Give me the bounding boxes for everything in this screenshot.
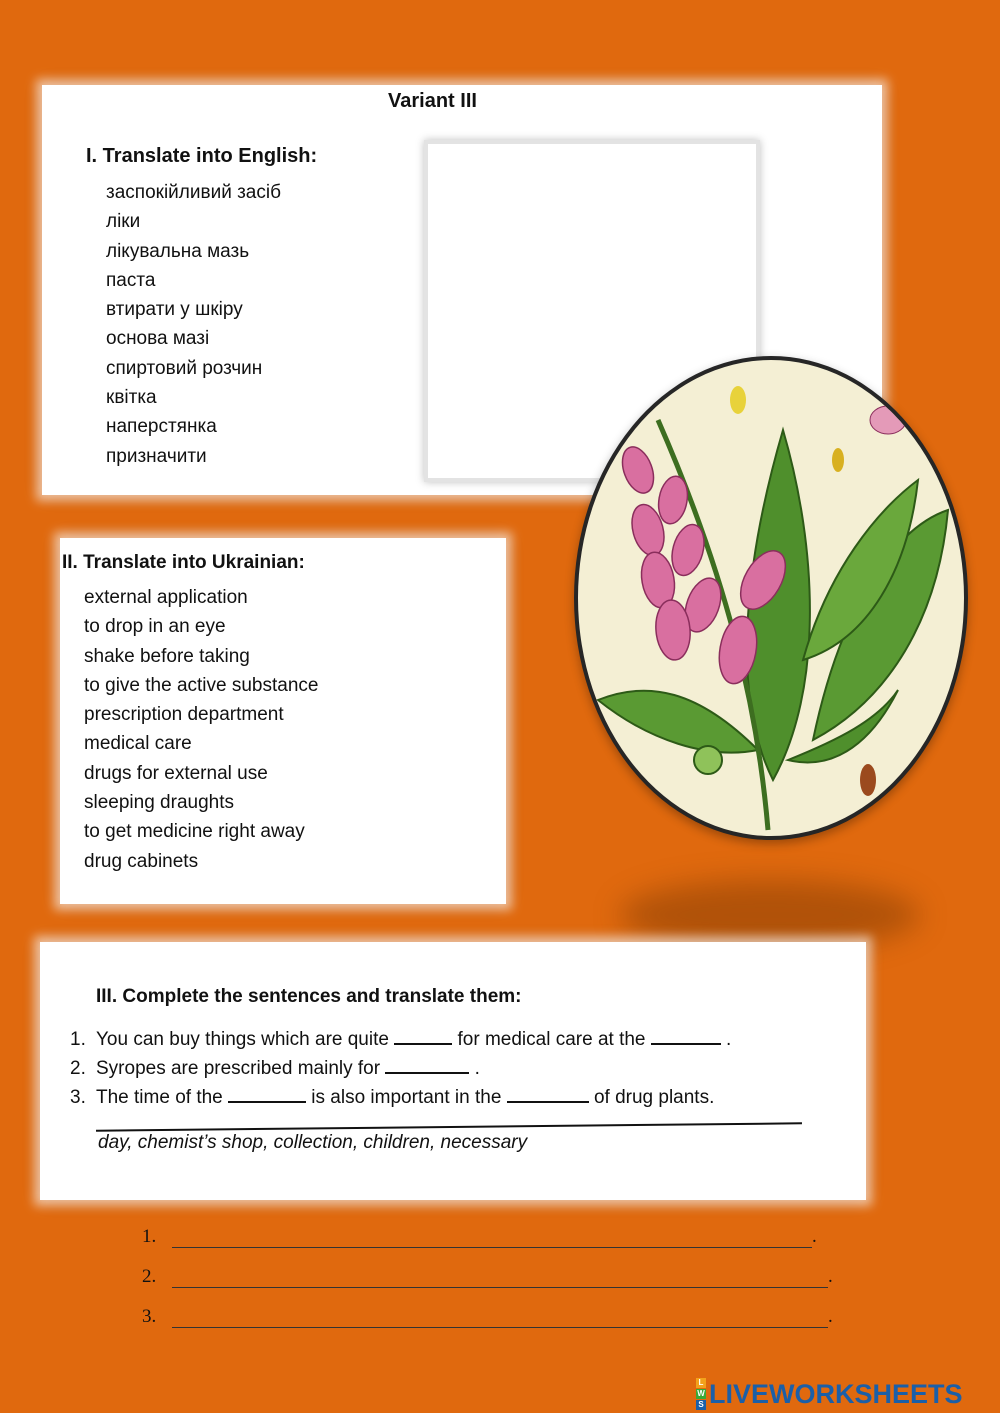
list-item: спиртовий розчин [106, 357, 263, 379]
answer-row-2: 2. . [142, 1266, 833, 1288]
answer-row-3: 3. . [142, 1306, 833, 1328]
decorative-shadow [620, 880, 920, 950]
answer-input-1[interactable] [172, 1228, 816, 1250]
answer-number: 1. [142, 1226, 157, 1247]
sentence-number: 3. [70, 1087, 86, 1108]
list-item: втирати у шкіру [106, 299, 243, 321]
logo-letter: S [696, 1400, 706, 1410]
sentence-number: 2. [70, 1058, 86, 1079]
logo-text: LIVEWORKSHEETS [709, 1378, 963, 1409]
foxglove-illustration [574, 356, 968, 840]
list-item: to give the active substance [84, 674, 319, 696]
list-item: to get medicine right away [84, 821, 305, 843]
logo-letter: W [697, 1389, 705, 1398]
sentence-text: for medical care at the [452, 1029, 651, 1050]
section1-heading: I. Translate into English: [86, 145, 318, 167]
sentence-list [70, 1025, 731, 1112]
list-item: заспокійливий засіб [106, 182, 281, 203]
answer-number: 2. [142, 1266, 157, 1287]
blank-input[interactable] [394, 1027, 452, 1045]
list-item: ліки [106, 211, 141, 233]
section1-word-list [106, 178, 281, 471]
list-item: drug cabinets [84, 850, 199, 872]
section2-word-list [84, 583, 318, 876]
sentence-text: You can buy things which are quite [96, 1029, 395, 1050]
list-item: sleeping draughts [84, 792, 234, 814]
sentence-text: The time of the [96, 1087, 229, 1108]
answer-line [172, 1267, 828, 1288]
logo-letter: L [696, 1378, 706, 1388]
list-item: prescription department [84, 704, 284, 726]
sentence-3 [70, 1083, 731, 1112]
sentence-number: 1. [70, 1029, 86, 1050]
sentence-2 [70, 1054, 731, 1083]
answer-input-2[interactable] [172, 1268, 832, 1290]
sentence-1 [70, 1025, 731, 1054]
answer-row-1: 1. . [142, 1226, 817, 1248]
logo-mark [696, 1378, 706, 1410]
list-item: medical care [84, 733, 192, 755]
list-item: квітка [106, 387, 157, 409]
liveworksheets-logo[interactable] [696, 1378, 963, 1410]
list-item: призначити [106, 445, 207, 467]
answer-line [172, 1227, 812, 1248]
answer-line [172, 1307, 828, 1328]
list-item: to drop in an eye [84, 616, 226, 638]
answer-number: 3. [142, 1306, 157, 1327]
word-bank: day, chemist’s shop, collection, children, necessary [98, 1132, 528, 1153]
stamen-shape [832, 448, 844, 472]
sentence-text: . [720, 1029, 732, 1050]
seed-shape [860, 764, 876, 796]
list-item: паста [106, 269, 156, 291]
list-item: наперстянка [106, 416, 217, 438]
foxglove-drawing [578, 360, 964, 836]
list-item: drugs for external use [84, 762, 268, 784]
answer-input-3[interactable] [172, 1308, 832, 1330]
list-item: основа мазі [106, 328, 210, 350]
blank-input[interactable] [507, 1085, 589, 1103]
section2-heading: II. Translate into Ukrainian: [62, 552, 305, 573]
seed-pod-shape [694, 746, 722, 774]
section3-heading: III. Complete the sentences and translate them: [96, 986, 522, 1007]
list-item: external application [84, 587, 248, 608]
list-item: shake before taking [84, 645, 250, 667]
variant-title: Variant III [388, 90, 477, 112]
flower-bud-shape [870, 406, 906, 434]
blank-input[interactable] [228, 1085, 306, 1103]
blank-input[interactable] [385, 1056, 469, 1074]
sentence-text: . [469, 1058, 480, 1079]
sentence-text: Syropes are prescribed mainly for [96, 1058, 386, 1079]
blank-input[interactable] [651, 1027, 721, 1045]
sentence-text: is also important in the [306, 1087, 507, 1108]
sentence-text: of drug plants. [588, 1087, 715, 1108]
stamen-shape [730, 386, 746, 414]
list-item: лікувальна мазь [106, 240, 250, 262]
leaf-shape [598, 691, 758, 753]
